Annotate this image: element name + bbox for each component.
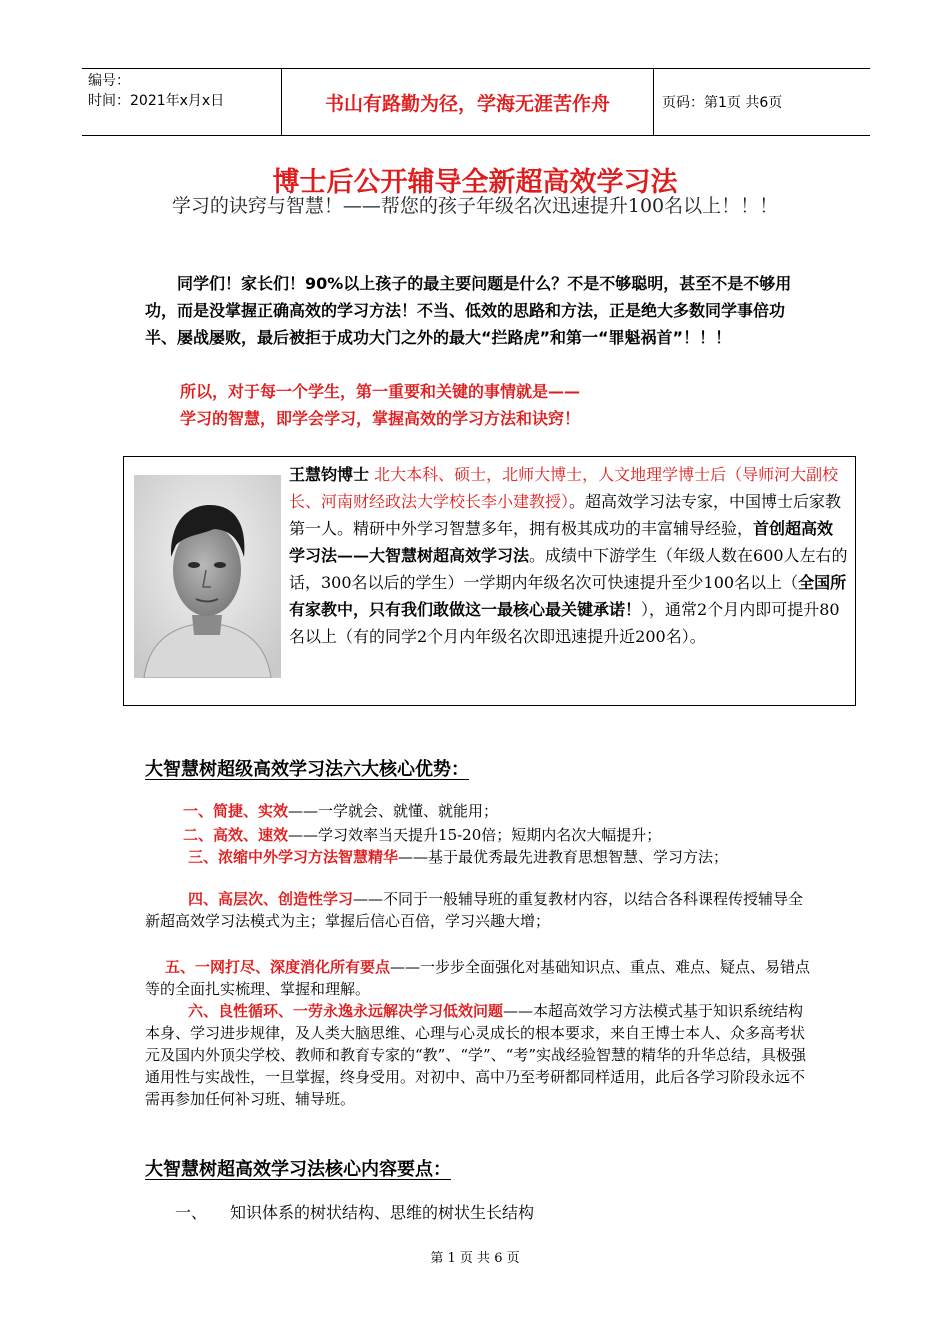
advantage-item-5 (145, 956, 813, 1000)
advantage-number: 二、 (183, 826, 214, 844)
advantage-number: 四、 (188, 890, 219, 908)
document-date: 时间：2021年x月x日 (88, 93, 225, 109)
core-item-number: 一、 (175, 1203, 208, 1222)
core-content-heading: 大智慧树超高效学习法核心内容要点： (145, 1159, 451, 1180)
advantage-text: ——学习效率当天提升15-20倍；短期内名次大幅提升； (288, 826, 662, 844)
page-title: 博士后公开辅导全新超高效学习法 (272, 167, 678, 198)
header-meta-cell (82, 69, 282, 135)
advantage-key: 高层次、创造性学习 (218, 890, 354, 908)
advantage-number: 五、 (165, 958, 196, 976)
page-subtitle: 学习的诀窍与智慧！——帮您的孩子年级名次迅速提升100名以上！！！ (171, 195, 779, 217)
advantage-key: 简捷、实效 (213, 802, 289, 820)
intro-paragraph: 同学们！家长们！90%以上孩子的最主要问题是什么？不是不够聪明，甚至不是不够用功，而是没掌握正确高效的学习方法！不当、低效的思路和方法，正是绝大多数同学事倍功半、屡战屡败，最后被拒于成功大门之外的最大“拦路虎”和第一“罪魁祸首”！！！ (145, 274, 792, 347)
profile-method-highlight: 首创超高效学习法——大智慧树超高效学习法 (289, 519, 834, 565)
advantage-key: 良性循环、一劳永逸永远解决学习低效问题 (218, 1002, 504, 1020)
advantage-item-1 (145, 800, 813, 822)
intro-red-line-1: 所以，对于每一个学生，第一重要和关键的事情就是—— (180, 382, 581, 401)
header-motto: 书山有路勤为径，学海无涯苦作舟 (282, 69, 654, 135)
advantage-key: 浓缩中外学习方法智慧精华 (218, 848, 399, 866)
page-footer: 第 1 页 共 6 页 (430, 1251, 520, 1266)
advantage-text: ——一步步全面强化对基础知识点、重点、难点、疑点、易错点等的全面扎实梳理、掌握和理解。 (145, 958, 811, 998)
advantage-number: 一、 (183, 802, 214, 820)
advantage-item-2 (145, 824, 813, 846)
profile-box (123, 456, 856, 706)
document-number: 编号： (88, 73, 130, 89)
profile-text-part1: 。超高效学习法专家，中国博士后家教第一人。精研中外学习智慧多年，拥有极其成功的丰富辅导经验， (289, 492, 842, 538)
advantages-heading: 大智慧树超级高效学习法六大核心优势： (145, 759, 469, 780)
profile-promise-highlight: 全国所有家教中，只有我们敢做这一最核心最关键承诺！ (289, 573, 847, 619)
core-item-1 (175, 1200, 534, 1223)
advantage-key: 高效、速效 (213, 826, 289, 844)
profile-credentials: 北大本科、硕士，北师大博士，人文地理学博士后（导师河大副校长、河南财经政法大学校长李小建教授） (289, 465, 839, 511)
advantage-number: 六、 (188, 1002, 219, 1020)
advantage-text: ——一学就会、就懂、就能用； (288, 802, 499, 820)
advantage-text: ——基于最优秀最先进教育思想智慧、学习方法； (398, 848, 729, 866)
header-page-code: 页码：第1页 共6页 (662, 95, 783, 111)
profile-description (289, 461, 849, 650)
advantage-item-3 (145, 846, 813, 868)
profile-name: 王慧钧博士 (289, 465, 370, 484)
advantage-number: 三、 (188, 848, 219, 866)
advantage-item-6 (145, 1000, 813, 1110)
header-table (82, 68, 870, 136)
profile-text-part3: ），通常2个月内即可提升80名以上（有的同学2个月内年级名次即迅速提升近200名）。 (289, 600, 840, 646)
intro-red-line-2: 学习的智慧，即学会学习，掌握高效的学习方法和诀窍！ (180, 409, 581, 428)
advantage-text: ——不同于一般辅导班的重复教材内容，以结合各科课程传授辅导全新超高效学习法模式为主；掌握后信心百倍，学习兴趣大增； (145, 890, 804, 930)
profile-text-part2: 。成绩中下游学生（年级人数在600人左右的话，300名以后的学生）一学期内年级名次可快速提升至少100名以上（ (289, 546, 848, 592)
advantage-item-4 (145, 888, 813, 932)
portrait-photo (134, 475, 281, 678)
core-item-text: 知识体系的树状结构、思维的树状生长结构 (230, 1203, 535, 1222)
advantage-text: ——本超高效学习方法模式基于知识系统结构本身、学习进步规律，及人类大脑思维、心理与心灵成长的根本要求，来自王博士本人、众多高考状元及国内外顶尖学校、教师和教育专家的“教”、“学”、“考”实战经验智慧的精华的升华总结，具极强通用性与实战性，一旦掌握，终身受用。对初中、高中乃至考研都同样适用，此后各学习阶段永远不需再参加任何补习班、辅导班。 (145, 1002, 807, 1108)
advantage-key: 一网打尽、深度消化所有要点 (195, 958, 391, 976)
